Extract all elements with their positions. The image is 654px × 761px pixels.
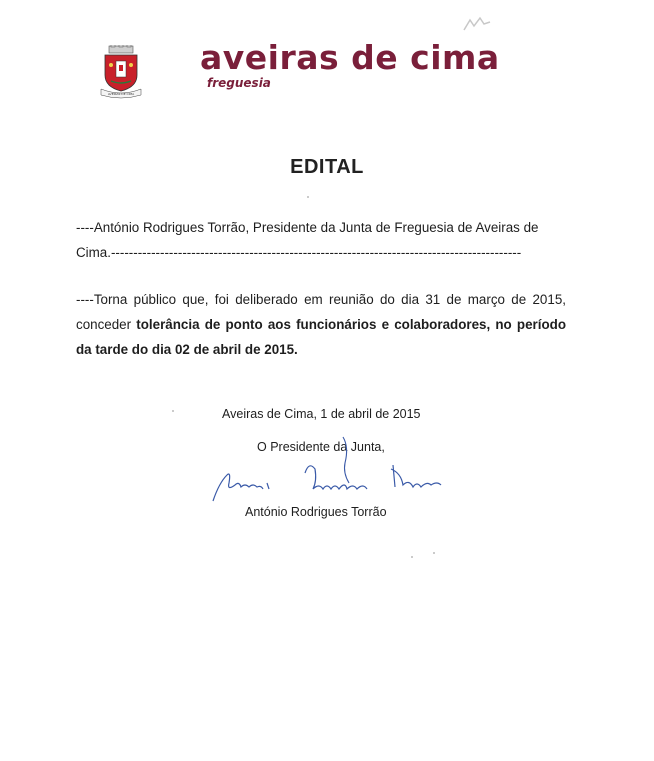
svg-text:AVEIRAS DE CIMA: AVEIRAS DE CIMA	[107, 92, 135, 96]
scan-speck	[433, 552, 435, 554]
handwritten-signature	[205, 433, 455, 508]
paragraph-issuer: ----António Rodrigues Torrão, Presidente da Junta de Freguesia de Aveiras de Cima.--------------------------------------------------------------------------------------------	[76, 220, 539, 260]
place-and-date: Aveiras de Cima, 1 de abril de 2015	[222, 407, 421, 421]
scan-artifact-mark	[462, 14, 492, 34]
signatory-name: António Rodrigues Torrão	[245, 505, 387, 519]
brand-subtitle: freguesia	[207, 76, 271, 90]
signatory-role: O Presidente da Junta,	[257, 440, 385, 454]
scan-speck	[411, 556, 413, 558]
brand-title: aveiras de cima	[200, 38, 500, 77]
parish-crest-logo	[99, 45, 143, 99]
scan-speck	[307, 196, 309, 198]
announcement-intro-text: ----Torna público que, foi deliberado em reunião do dia 31 de março de 2015, conceder	[76, 292, 566, 332]
document-heading: EDITAL	[290, 156, 364, 178]
scan-speck	[172, 410, 174, 412]
announcement-bold-text: tolerância de ponto aos funcionários e colaboradores, no período da tarde do dia 02 de abril de 2015.	[76, 317, 566, 357]
paragraph-announcement	[76, 287, 566, 362]
